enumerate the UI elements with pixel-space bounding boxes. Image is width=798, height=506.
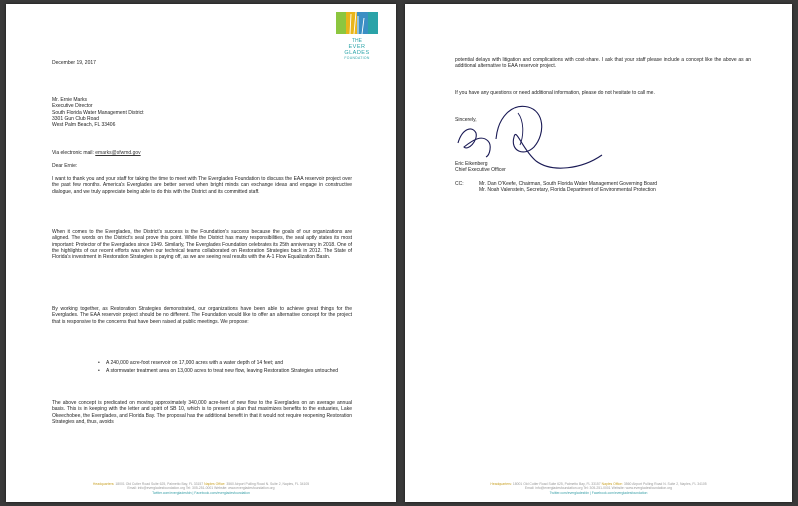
- footer-hq-label: Headquarters:: [92, 481, 115, 486]
- proposal-list: [94, 360, 364, 376]
- signer-block: [455, 161, 506, 174]
- letterhead-footer: [421, 482, 776, 496]
- paragraph-proposal-intro: By working together, as Restoration Strategies demonstrated, our organizations have been able to achieve great things for the Everglades. The EAA reservoir project should be no different. The Foundation would like to offer an alternative concept for the project that is responsive to the concerns that have been raised at public meetings. We propose:: [52, 306, 352, 325]
- footer-naples-address: 3560 Airport Pulling Road N. Suite 2, Naples, FL 34105: [623, 481, 707, 486]
- paragraph-questions: If you have any questions or need additional information, please do not hesitate to call me.: [455, 90, 655, 96]
- logo-graphic: [336, 12, 378, 44]
- footer-social: Twitter.com/evergladesfdn | Facebook.com/evergladesfoundation: [152, 491, 250, 496]
- recipient-address: [52, 97, 144, 128]
- footer-naples-label: Naples Office:: [601, 481, 623, 486]
- logo-word-foundation: FOUNDATION: [344, 56, 370, 60]
- letter-date: December 19, 2017: [52, 60, 96, 66]
- signer-name: Eric Eikenberg: [455, 161, 488, 167]
- paragraph-concept: The above concept is predicated on moving approximately 340,000 acre-feet of new flow to the Everglades on an average annual basis. This is in keeping with the letter and spirit of SB 10, which is to present a plan that maximizes benefits to the estuaries, Lake Okeechobee, the Everglades, and Florida Bay. The proposal has the additional benefit in that it would not require reopening Restoration Strategies and, thus, avoids: [52, 400, 353, 425]
- recipient-line: 3301 Gun Club Road: [52, 115, 99, 122]
- signer-title: Chief Executive Officer: [455, 167, 506, 174]
- via-email-line: [52, 150, 141, 156]
- footer-social: Twitter.com/evergladesfdn | Facebook.com/evergladesfoundation: [549, 491, 648, 496]
- salutation: Dear Ernie:: [52, 163, 78, 169]
- letter-page-1: [6, 4, 396, 502]
- footer-hq-address: 18001 Old Cutler Road Suite 625, Palmetto Bay, FL 33157: [115, 481, 204, 486]
- paragraph-shared-goals: When it comes to the Everglades, the District's success is the Foundation's success because the goals of our organizations are aligned. The words on the District's seal prove this point. While the District has many responsibilities, the seal aptly states its most important: Protector of the Everglades since 1949. Similarly, The Everglades Foundation celebrates its 25th anniversary in 2018. One of the highlights of our recent efforts was when our technical teams collaborated on Restoration Strategies back in 2012. The State of Florida's investment in Restoration Strategies is paying off, as we are seeing real results with the A-1 Flow Equalization Basin.: [52, 229, 352, 261]
- recipient-line: Mr. Ernie Marks: [52, 97, 88, 103]
- svg-text:THE: THE: [352, 38, 362, 44]
- footer-naples-label: Naples Office:: [204, 481, 226, 486]
- via-label: Via electronic mail:: [52, 150, 94, 156]
- recipient-line: Executive Director: [52, 103, 93, 110]
- footer-contact: Email: info@evergladesfoundation.org Tel: 305-251-0001 Website: www.evergladesfoundation.org: [524, 486, 673, 491]
- sign-off: Sincerely,: [455, 117, 477, 123]
- recipient-email-link[interactable]: emarks@sfwmd.gov: [95, 150, 141, 156]
- logo-word-glades: GLADES: [344, 50, 370, 56]
- cc-label: CC:: [455, 181, 464, 187]
- footer-hq-label: Headquarters:: [490, 481, 512, 486]
- cc-recipient: Mr. Noah Valenstein, Secretary, Florida Department of Environmental Protection: [479, 187, 656, 194]
- cc-recipient: Mr. Dan O'Keefe, Chairman, South Florida Water Management Governing Board: [479, 181, 658, 187]
- footer-hq-address: 18001 Old Cutler Road Suite 625, Palmetto Bay, FL 33157: [512, 481, 601, 486]
- proposal-item: • A 240,000 acre-foot reservoir on 17,000 acres with a water depth of 14 feet; and: [106, 360, 364, 366]
- recipient-line: South Florida Water Management District: [52, 109, 144, 116]
- footer-naples-address: 3560 Airport Pulling Road N. Suite 2, Naples, FL 34105: [226, 481, 310, 486]
- letterhead-footer: [22, 482, 380, 496]
- recipient-line: West Palm Beach, FL 33406: [52, 122, 116, 129]
- everglades-foundation-logo: [336, 12, 378, 60]
- paragraph-concept-continued: potential delays with litigation and complications with cost-share. I ask that your staff please include a concept like the above as an additional alternative to EAA reservoir project.: [455, 57, 751, 70]
- logo-word-ever: EVER: [348, 44, 366, 50]
- cc-list: [479, 181, 657, 194]
- proposal-item: • A stormwater treatment area on 13,000 acres to treat new flow, leaving Restoration Strategies untouched: [106, 368, 364, 374]
- footer-contact: Email: info@evergladesfoundation.org Tel: 305-251-0001 Website: www.evergladesfoundation.org: [127, 486, 275, 491]
- letter-page-2: [405, 4, 792, 502]
- cc-block: [455, 181, 785, 201]
- paragraph-thanks: I want to thank you and your staff for taking the time to meet with The Everglades Foundation to discuss the EAA reservoir project over the past few months. America's Everglades are better served when bright minds can exchange ideas and engage in constructive dialogue, and we truly appreciate being able to do this with the District and its committed staff.: [52, 176, 352, 195]
